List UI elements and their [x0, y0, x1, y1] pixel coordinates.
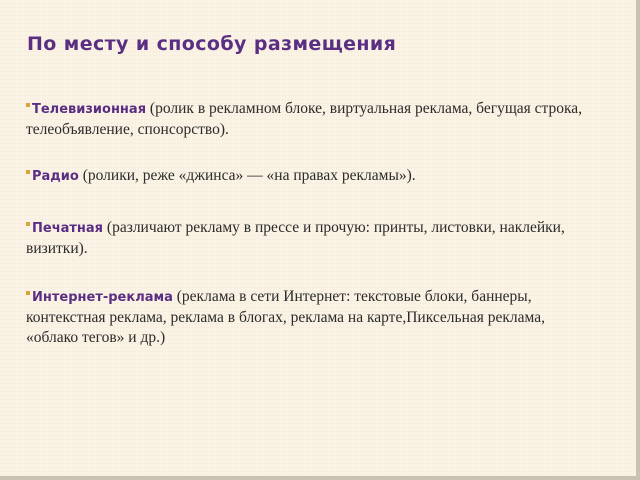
list-item-tv — [26, 99, 616, 140]
item-description: (различают рекламу в прессе и прочую: принты, листовки, наклейки, визитки). — [26, 219, 565, 257]
item-term: Телевизионная — [32, 102, 147, 117]
item-description: (реклама в сети Интернет: текстовые блоки, баннеры, контекстная реклама, реклама в блогах, реклама на карте,Пиксельная реклама, «облако тегов» и др.) — [26, 288, 546, 346]
slide-title: По месту и способу размещения — [27, 33, 397, 55]
item-description: (ролик в рекламном блоке, виртуальная реклама, бегущая строка, телеобъявление, спонсорство). — [26, 100, 583, 138]
list-item-internet — [26, 287, 546, 348]
bullet-icon — [26, 222, 30, 226]
list-item-radio — [26, 166, 616, 187]
bullet-icon — [26, 291, 30, 295]
item-term: Радио — [32, 169, 79, 184]
item-term: Печатная — [32, 221, 104, 236]
item-term: Интернет-реклама — [32, 290, 173, 305]
bullet-icon — [26, 170, 30, 174]
item-description: (ролики, реже «джинса» — «на правах рекламы»). — [78, 167, 416, 184]
bullet-icon — [26, 103, 30, 107]
list-item-print — [26, 218, 616, 259]
